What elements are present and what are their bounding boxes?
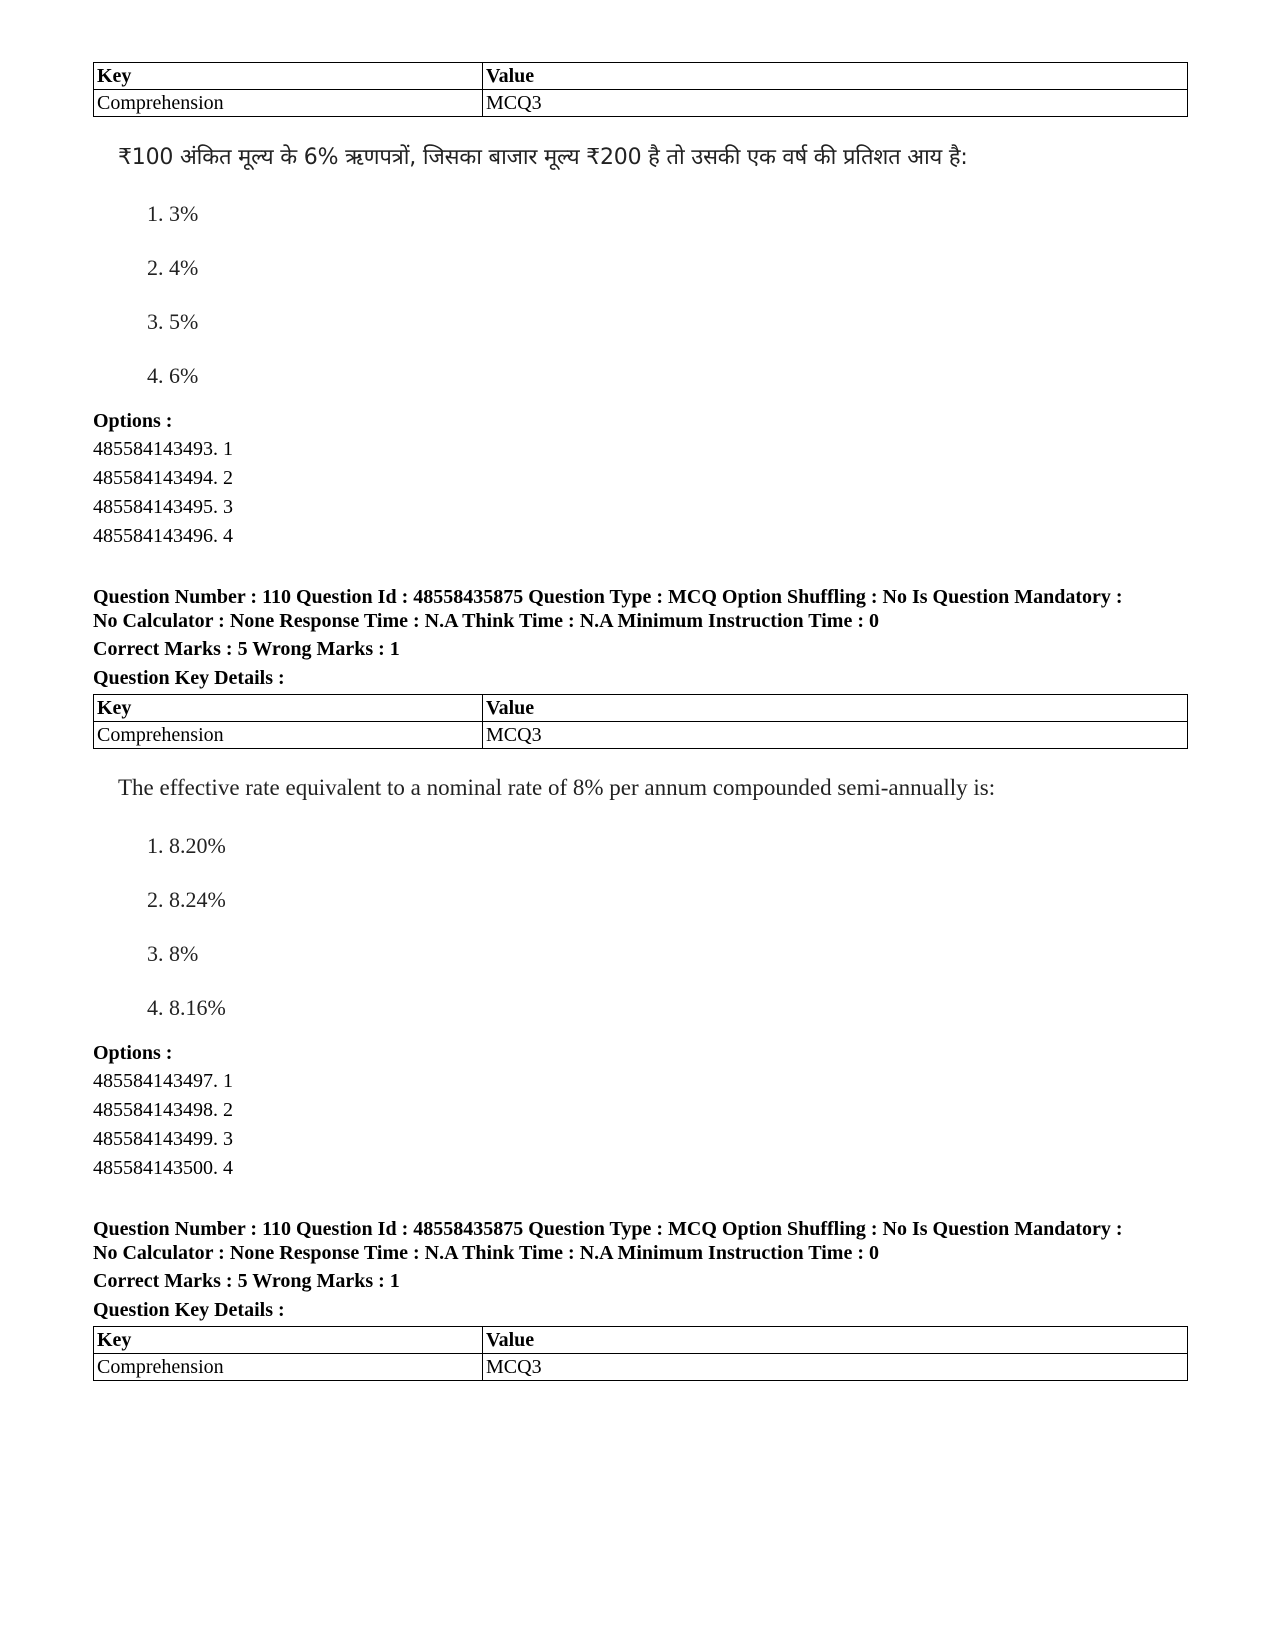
option-item: 485584143495. 3: [93, 496, 233, 518]
question-choice: 1. 8.20%: [147, 833, 226, 858]
options-label: Options :: [93, 1042, 173, 1064]
option-item: 485584143497. 1: [93, 1070, 233, 1092]
value-header: Value: [483, 1327, 1188, 1354]
key-details-label: Question Key Details :: [93, 1299, 285, 1321]
question-image: [93, 117, 1188, 409]
question-choice: 1. 3%: [147, 201, 199, 226]
options-list: [93, 1067, 1188, 1183]
question-choice: 3. 8%: [147, 941, 199, 966]
value-cell: MCQ3: [483, 1354, 1188, 1381]
key-details-label: Question Key Details :: [93, 667, 285, 689]
option-item: 485584143496. 4: [93, 525, 233, 547]
question-meta-line: Question Number : 110 Question Id : 48558435875 Question Type : MCQ Option Shuffling : No Is Question Mandatory :: [93, 586, 1123, 608]
table-header-row: [94, 1327, 1188, 1354]
question-image: [93, 749, 1188, 1041]
key-header: Key: [94, 695, 483, 722]
value-cell: MCQ3: [483, 90, 1188, 117]
question-choice: 2. 8.24%: [147, 887, 226, 912]
table-row: [94, 90, 1188, 117]
question-choice: 4. 6%: [147, 363, 199, 388]
option-item: 485584143494. 2: [93, 467, 233, 489]
marks-line: Correct Marks : 5 Wrong Marks : 1: [93, 638, 400, 660]
question-text: ₹100 अंकित मूल्य के 6% ऋणपत्रों, जिसका बाजार मूल्य ₹200 है तो उसकी एक वर्ष की प्रतिशत आय है:: [118, 145, 968, 170]
table-header-row: [94, 695, 1188, 722]
key-cell: Comprehension: [94, 1354, 483, 1381]
question-key-table: [93, 62, 1188, 117]
document-page: [93, 62, 1188, 1381]
question-meta-line: Question Number : 110 Question Id : 48558435875 Question Type : MCQ Option Shuffling : No Is Question Mandatory :: [93, 1218, 1123, 1240]
options-label: Options :: [93, 410, 173, 432]
table-row: [94, 1354, 1188, 1381]
question-meta-line: No Calculator : None Response Time : N.A Think Time : N.A Minimum Instruction Time : 0: [93, 610, 879, 632]
question-key-table: [93, 694, 1188, 749]
table-header-row: [94, 63, 1188, 90]
key-cell: Comprehension: [94, 722, 483, 749]
question-text: The effective rate equivalent to a nominal rate of 8% per annum compounded semi-annually is:: [118, 775, 996, 800]
question-meta: [93, 585, 1188, 633]
question-meta-line: No Calculator : None Response Time : N.A Think Time : N.A Minimum Instruction Time : 0: [93, 1242, 879, 1264]
options-list: [93, 435, 1188, 551]
option-item: 485584143500. 4: [93, 1157, 233, 1179]
table-row: [94, 722, 1188, 749]
value-header: Value: [483, 63, 1188, 90]
option-item: 485584143493. 1: [93, 438, 233, 460]
option-item: 485584143498. 2: [93, 1099, 233, 1121]
question-choice: 3. 5%: [147, 309, 199, 334]
value-cell: MCQ3: [483, 722, 1188, 749]
question-choice: 4. 8.16%: [147, 995, 226, 1020]
question-choice: 2. 4%: [147, 255, 199, 280]
option-item: 485584143499. 3: [93, 1128, 233, 1150]
question-meta: [93, 1217, 1188, 1265]
key-header: Key: [94, 63, 483, 90]
value-header: Value: [483, 695, 1188, 722]
marks-line: Correct Marks : 5 Wrong Marks : 1: [93, 1270, 400, 1292]
key-header: Key: [94, 1327, 483, 1354]
key-cell: Comprehension: [94, 90, 483, 117]
question-key-table: [93, 1326, 1188, 1381]
